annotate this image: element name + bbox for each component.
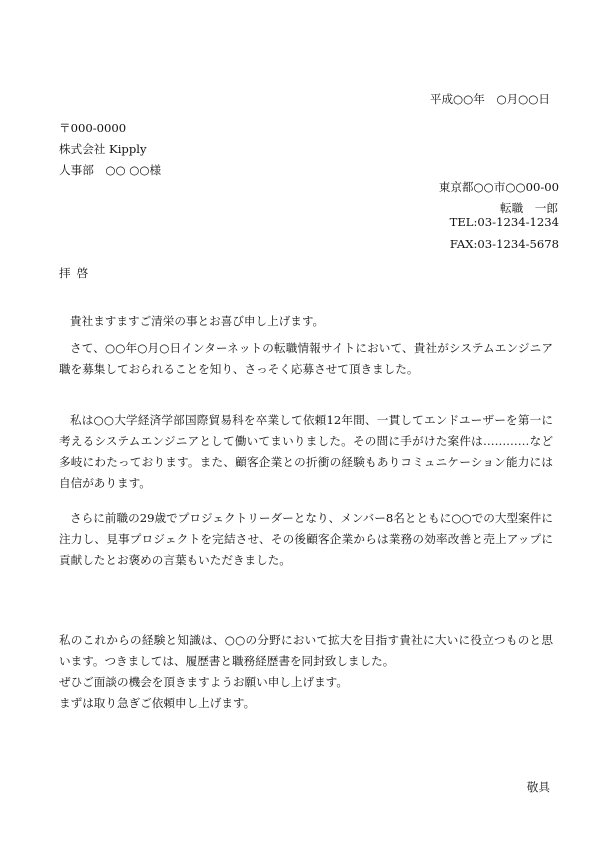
greeting-text: 貴社ますますご清栄の事とお喜び申し上げます。 [70,314,325,328]
body-paragraph-1 [59,338,553,380]
body-paragraph-4 [59,630,553,714]
recipient-department: 人事部 ○○ ○○様 [59,163,162,177]
sender-name: 転職 一郎 [500,201,558,215]
opening-salutation: 拝啓 [59,266,95,280]
paragraph-text: まずは取り急ぎご依頼申し上げます。 [59,696,256,710]
paragraph-text: さて、○○年○月○日インターネットの転職情報サイトにおいて、貴社がシステムエンジニア職を募集しておられることを知り、さっそく応募させて頂きました。 [59,341,553,376]
body-paragraph-2 [59,410,553,494]
recipient-company: 株式会社 Kipply [59,142,147,156]
paragraph-text: 私は○○大学経済学部国際貿易科を卒業して依頼12年間、一貫してエンドユーザーを第一に考えるシステムエンジニアとして働いてまいりました。その間に手がけた案件は…………など多岐にわたっております。また、顧客企業との折衝の経験もありコミュニケーション能力には自信があります。 [59,413,553,490]
sender-address: 東京都○○市○○00-00 [438,180,559,194]
paragraph-text: さらに前職の29歳でプロジェクトリーダーとなり、メンバー8名とともに○○での大型案件に注力し、見事プロジェクトを完結させ、その後顧客企業からは業務の効率改善と売上アップに貢献したとお褒めの言葉もいただきました。 [59,511,553,567]
letter-date: 平成○○年 ○月○○日 [429,92,550,106]
paragraph-text: ぜひご面談の機会を頂きますようお願い申し上げます。 [59,675,348,689]
closing-salutation: 敬具 [526,780,550,794]
paragraph-text: 私のこれからの経験と知識は、○○の分野において拡大を目指す貴社に大いに役立つものと思います。つきましては、履歴書と職務経歴書を同封致しました。 [59,633,553,668]
body-paragraph-3 [59,508,553,571]
sender-tel: TEL:03-1234-1234 [449,215,559,229]
sender-fax: FAX:03-1234-5678 [449,237,559,251]
greeting-paragraph [59,314,553,329]
recipient-postal-code: 〒000-0000 [59,121,127,135]
